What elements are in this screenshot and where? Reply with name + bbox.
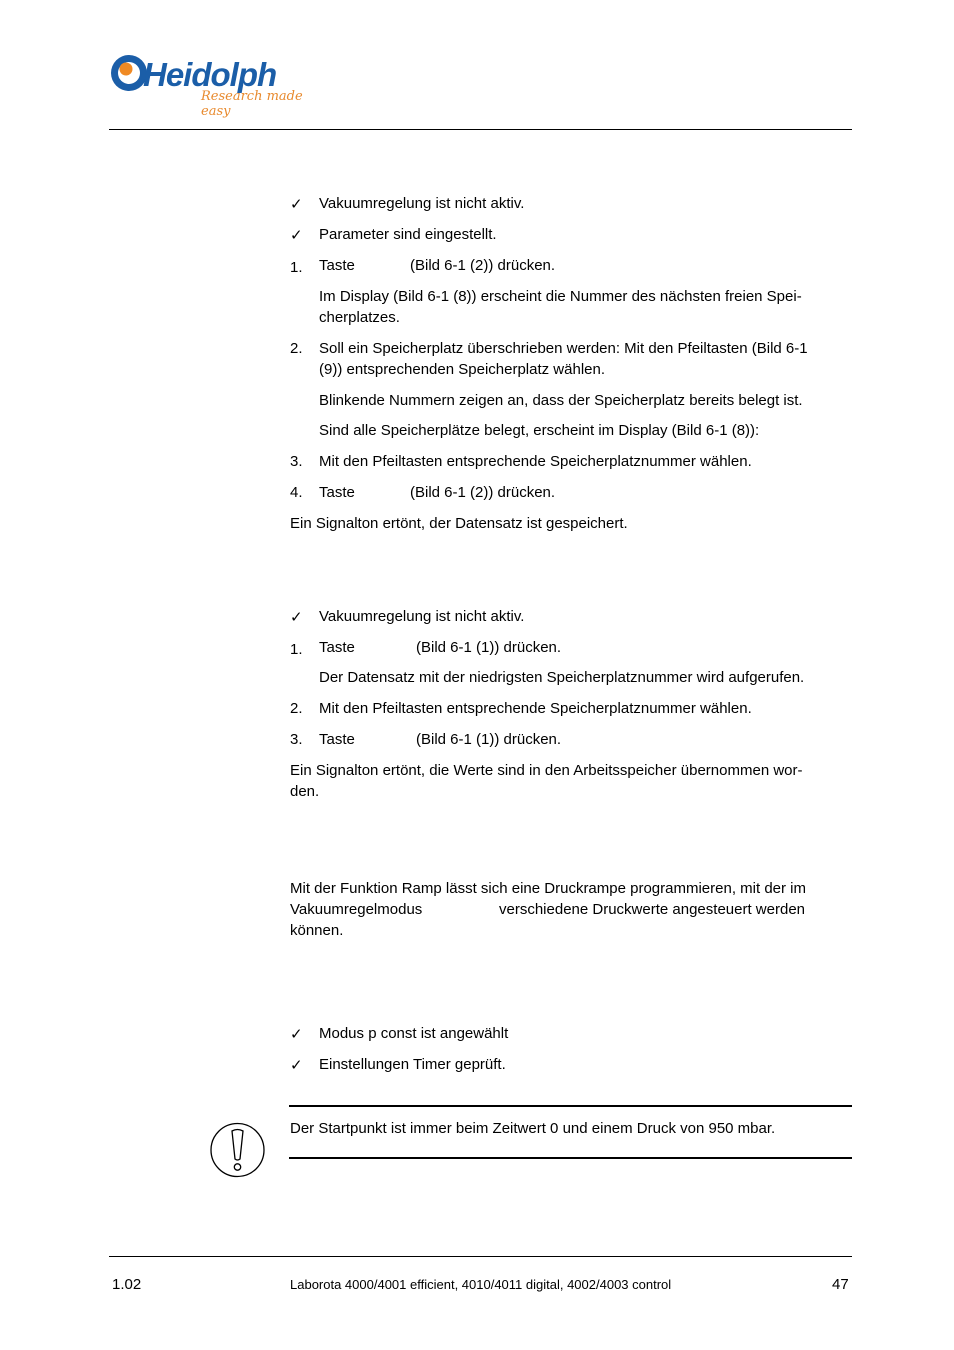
step-text-ref: (Bild 6-1 (2)) drücken. (410, 484, 556, 501)
step-text: Mit den Pfeiltasten entsprechende Speicherplatznummer wählen. (319, 700, 752, 717)
note-text: Der Startpunkt ist immer beim Zeitwert 0 und einem Druck von 950 mbar. (290, 1120, 776, 1137)
paragraph-line: Mit der Funktion Ramp lässt sich eine Druckrampe programmieren, mit der im (290, 880, 806, 897)
step-text-ref: (Bild 6-1 (1)) drücken. (416, 731, 562, 748)
step-text: Taste (319, 484, 355, 501)
brand-name: Heidolph (143, 56, 277, 93)
check-icon: ✓ (290, 226, 303, 244)
page-number: 47 (832, 1276, 849, 1293)
exclamation-circle-icon (209, 1122, 267, 1178)
step-number: 3. (290, 453, 303, 470)
precondition-text: Modus p const ist angewählt (319, 1025, 509, 1042)
result-text: Ein Signalton ertönt, der Datensatz ist gespeichert. (290, 515, 628, 532)
step-number: 4. (290, 484, 303, 501)
check-icon: ✓ (290, 195, 303, 213)
step-info: Blinkende Nummern zeigen an, dass der Speicherplatz bereits belegt ist. (319, 392, 803, 409)
precondition-text: Parameter sind eingestellt. (319, 226, 497, 243)
step-number: 2. (290, 700, 303, 717)
step-text-ref: (Bild 6-1 (1)) drücken. (416, 639, 562, 656)
step-text: Soll ein Speicherplatz überschrieben werden: Mit den Pfeiltasten (Bild 6-1 (319, 340, 808, 357)
step-text: Taste (319, 257, 355, 274)
precondition-text: Vakuumregelung ist nicht aktiv. (319, 195, 525, 212)
header-divider (109, 129, 852, 130)
step-number: 1. (290, 259, 303, 276)
step-text: Taste (319, 639, 355, 656)
precondition-text: Einstellungen Timer geprüft. (319, 1056, 506, 1073)
step-number: 1. (290, 641, 303, 658)
step-info: Der Datensatz mit der niedrigsten Speicherplatznummer wird aufgerufen. (319, 669, 805, 686)
check-icon: ✓ (290, 1025, 303, 1043)
result-text: den. (290, 783, 320, 800)
step-info: Im Display (Bild 6-1 (8)) erscheint die Nummer des nächsten freien Spei- (319, 288, 802, 305)
step-text: Taste (319, 731, 355, 748)
footer-divider (109, 1256, 852, 1257)
result-text: Ein Signalton ertönt, die Werte sind in den Arbeitsspeicher übernommen wor- (290, 762, 803, 779)
check-icon: ✓ (290, 608, 303, 626)
footer-product: Laborota 4000/4001 efficient, 4010/4011 digital, 4002/4003 control (290, 1277, 672, 1292)
brand-tagline: Research made easy (201, 89, 303, 119)
paragraph-line: Vakuumregelmodus (290, 901, 423, 918)
step-info: Sind alle Speicherplätze belegt, erscheint im Display (Bild 6-1 (8)): (319, 422, 760, 439)
step-text-ref: (Bild 6-1 (2)) drücken. (410, 257, 556, 274)
step-text: Mit den Pfeiltasten entsprechende Speicherplatznummer wählen. (319, 453, 752, 470)
step-info: cherplatzes. (319, 309, 400, 326)
check-icon: ✓ (290, 1056, 303, 1074)
brand-logo (109, 52, 324, 119)
note-bottom-rule (289, 1157, 852, 1159)
paragraph-line: verschiedene Druckwerte angesteuert werden (499, 901, 805, 918)
step-number: 3. (290, 731, 303, 748)
step-number: 2. (290, 340, 303, 357)
precondition-text: Vakuumregelung ist nicht aktiv. (319, 608, 525, 625)
step-text: (9)) entsprechenden Speicherplatz wählen. (319, 361, 606, 378)
note-top-rule (289, 1105, 852, 1107)
footer-version: 1.02 (112, 1276, 142, 1293)
paragraph-line: können. (290, 922, 344, 939)
